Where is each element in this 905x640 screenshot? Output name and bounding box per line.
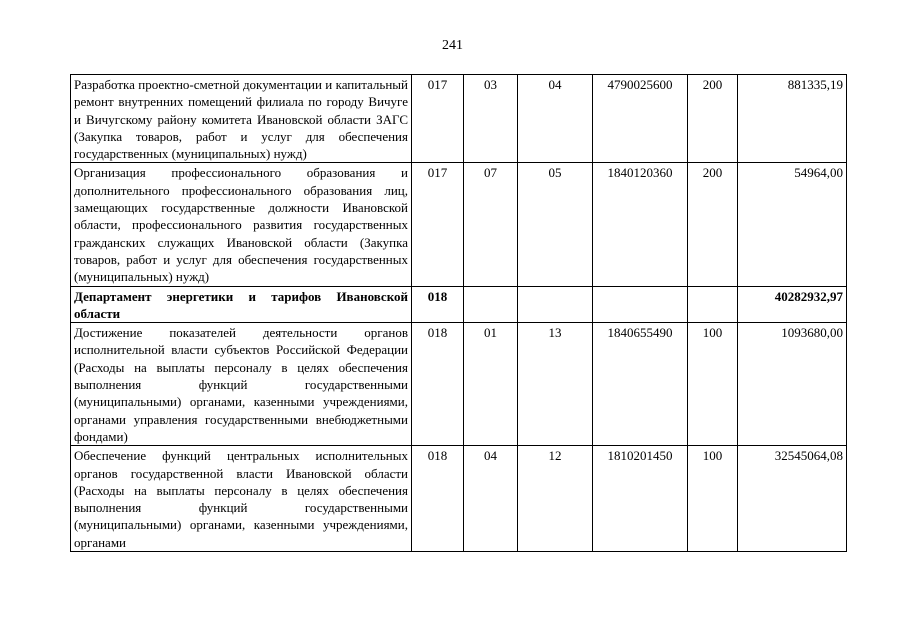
budget-table bbox=[70, 74, 847, 552]
amount: 881335,19 bbox=[738, 75, 847, 163]
table-row-department bbox=[71, 286, 847, 323]
section-code: 07 bbox=[464, 163, 518, 286]
expense-type-code: 100 bbox=[688, 446, 738, 552]
expense-type-code bbox=[688, 286, 738, 323]
target-article-code: 1840120360 bbox=[593, 163, 688, 286]
row-description: Достижение показателей деятельности органов исполнительной власти субъектов Российской Федерации (Расходы на выплаты персоналу в целях обеспечения выполнения функций государственными (муниципальными) органами, казенными учреждениями, органами управления государственными внебюджетными фондами) bbox=[71, 323, 412, 446]
row-description: Организация профессионального образования и дополнительного профессионального образования лиц, замещающих государственные должности Ивановской области, профессионального развития государственных гражданских служащих Ивановской области (Закупка товаров, работ и услуг для обеспечения государственных (муниципальных) нужд) bbox=[71, 163, 412, 286]
table-row bbox=[71, 163, 847, 286]
target-article-code: 1840655490 bbox=[593, 323, 688, 446]
target-article-code: 4790025600 bbox=[593, 75, 688, 163]
page-number: 241 bbox=[442, 38, 463, 53]
amount: 40282932,97 bbox=[738, 286, 847, 323]
ministry-code: 018 bbox=[412, 446, 464, 552]
subsection-code: 13 bbox=[518, 323, 593, 446]
amount: 54964,00 bbox=[738, 163, 847, 286]
section-code: 01 bbox=[464, 323, 518, 446]
target-article-code bbox=[593, 286, 688, 323]
subsection-code bbox=[518, 286, 593, 323]
ministry-code: 018 bbox=[412, 323, 464, 446]
table-row bbox=[71, 446, 847, 552]
subsection-code: 05 bbox=[518, 163, 593, 286]
table-row bbox=[71, 323, 847, 446]
ministry-code: 017 bbox=[412, 163, 464, 286]
expense-type-code: 100 bbox=[688, 323, 738, 446]
ministry-code: 017 bbox=[412, 75, 464, 163]
amount: 32545064,08 bbox=[738, 446, 847, 552]
section-code: 04 bbox=[464, 446, 518, 552]
ministry-code: 018 bbox=[412, 286, 464, 323]
expense-type-code: 200 bbox=[688, 75, 738, 163]
amount: 1093680,00 bbox=[738, 323, 847, 446]
department-name: Департамент энергетики и тарифов Ивановской области bbox=[71, 286, 412, 323]
subsection-code: 12 bbox=[518, 446, 593, 552]
row-description: Обеспечение функций центральных исполнительных органов государственной власти Ивановской области (Расходы на выплаты персоналу в целях обеспечения выполнения функций государственными (муниципальными) органами, казенными учреждениями, органами bbox=[71, 446, 412, 552]
section-code: 03 bbox=[464, 75, 518, 163]
table-row bbox=[71, 75, 847, 163]
subsection-code: 04 bbox=[518, 75, 593, 163]
row-description: Разработка проектно-сметной документации и капитальный ремонт внутренних помещений филиала по городу Вичуге и Вичугскому району комитета Ивановской области ЗАГС (Закупка товаров, работ и услуг для обеспечения государственных (муниципальных) нужд) bbox=[71, 75, 412, 163]
target-article-code: 1810201450 bbox=[593, 446, 688, 552]
expense-type-code: 200 bbox=[688, 163, 738, 286]
section-code bbox=[464, 286, 518, 323]
